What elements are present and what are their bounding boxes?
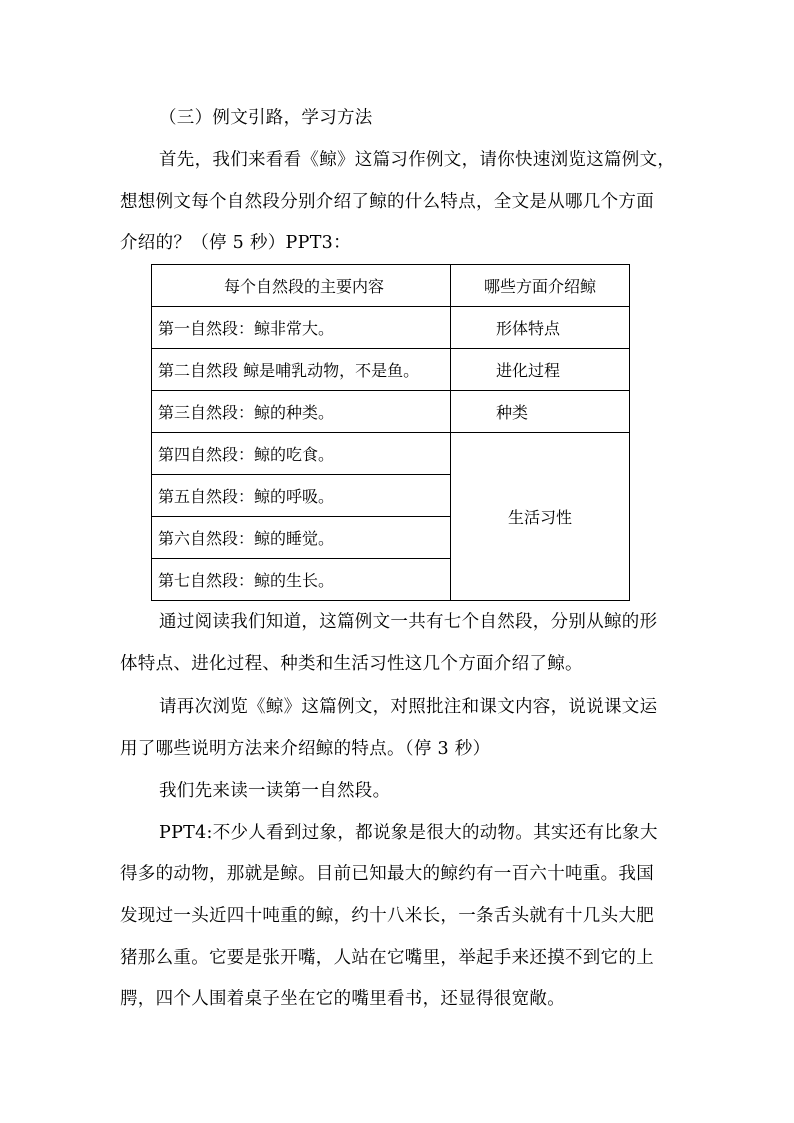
table-header-content: 每个自然段的主要内容 xyxy=(152,265,451,307)
table-row xyxy=(152,433,630,475)
table-row xyxy=(152,391,630,433)
table-cell-content: 第四自然段：鲸的吃食。 xyxy=(152,433,451,475)
summary-line-1: 通过阅读我们知道，这篇例文一共有七个自然段，分别从鲸的形 xyxy=(159,612,658,632)
table-cell-content: 第七自然段：鲸的生长。 xyxy=(152,559,451,601)
ppt4-line-2: 得多的动物，那就是鲸。目前已知最大的鲸约有一百六十吨重。我国 xyxy=(120,864,654,884)
table-cell-aspect: 种类 xyxy=(451,391,630,433)
ppt4-line-4: 猪那么重。它要是张开嘴，人站在它嘴里，举起手来还摸不到它的上 xyxy=(120,948,654,968)
table-cell-content: 第六自然段：鲸的睡觉。 xyxy=(152,517,451,559)
summary-line-2: 体特点、进化过程、种类和生活习性这几个方面介绍了鲸。 xyxy=(120,654,583,674)
ppt4-line-5: 腭，四个人围着桌子坐在它的嘴里看书，还显得很宽敞。 xyxy=(120,989,565,1009)
review-line-2: 用了哪些说明方法来介绍鲸的特点。（停 3 秒） xyxy=(120,739,491,759)
table-cell-content: 第一自然段：鲸非常大。 xyxy=(152,307,451,349)
ppt4-line-3: 发现过一头近四十吨重的鲸，约十八米长，一条舌头就有十几头大肥 xyxy=(120,906,654,926)
section-heading: （三）例文引路，学习方法 xyxy=(159,108,373,128)
table-row xyxy=(152,349,630,391)
intro-line-3: 介绍的？（停 5 秒）PPT3： xyxy=(120,233,351,253)
table-cell-content: 第三自然段：鲸的种类。 xyxy=(152,391,451,433)
table-cell-aspect-merged: 生活习性 xyxy=(451,433,630,601)
review-line-1: 请再次浏览《鲸》这篇例文，对照批注和课文内容，说说课文运 xyxy=(159,697,658,717)
table-cell-aspect: 进化过程 xyxy=(451,349,630,391)
table-header-row xyxy=(152,265,630,307)
intro-line-1: 首先，我们来看看《鲸》这篇习作例文，请你快速浏览这篇例文， xyxy=(159,150,676,170)
ppt4-line-1: PPT4:不少人看到过象，都说象是很大的动物。其实还有比象大 xyxy=(159,823,658,843)
paragraph-summary-table xyxy=(151,264,630,601)
table-cell-content: 第二自然段 鲸是哺乳动物，不是鱼。 xyxy=(152,349,451,391)
table-cell-aspect: 形体特点 xyxy=(451,307,630,349)
table-row xyxy=(152,307,630,349)
intro-line-2: 想想例文每个自然段分别介绍了鲸的什么特点，全文是从哪几个方面 xyxy=(120,192,654,212)
table-cell-content: 第五自然段：鲸的呼吸。 xyxy=(152,475,451,517)
table-header-aspect: 哪些方面介绍鲸 xyxy=(451,265,630,307)
first-paragraph-intro: 我们先来读一读第一自然段。 xyxy=(159,781,391,801)
